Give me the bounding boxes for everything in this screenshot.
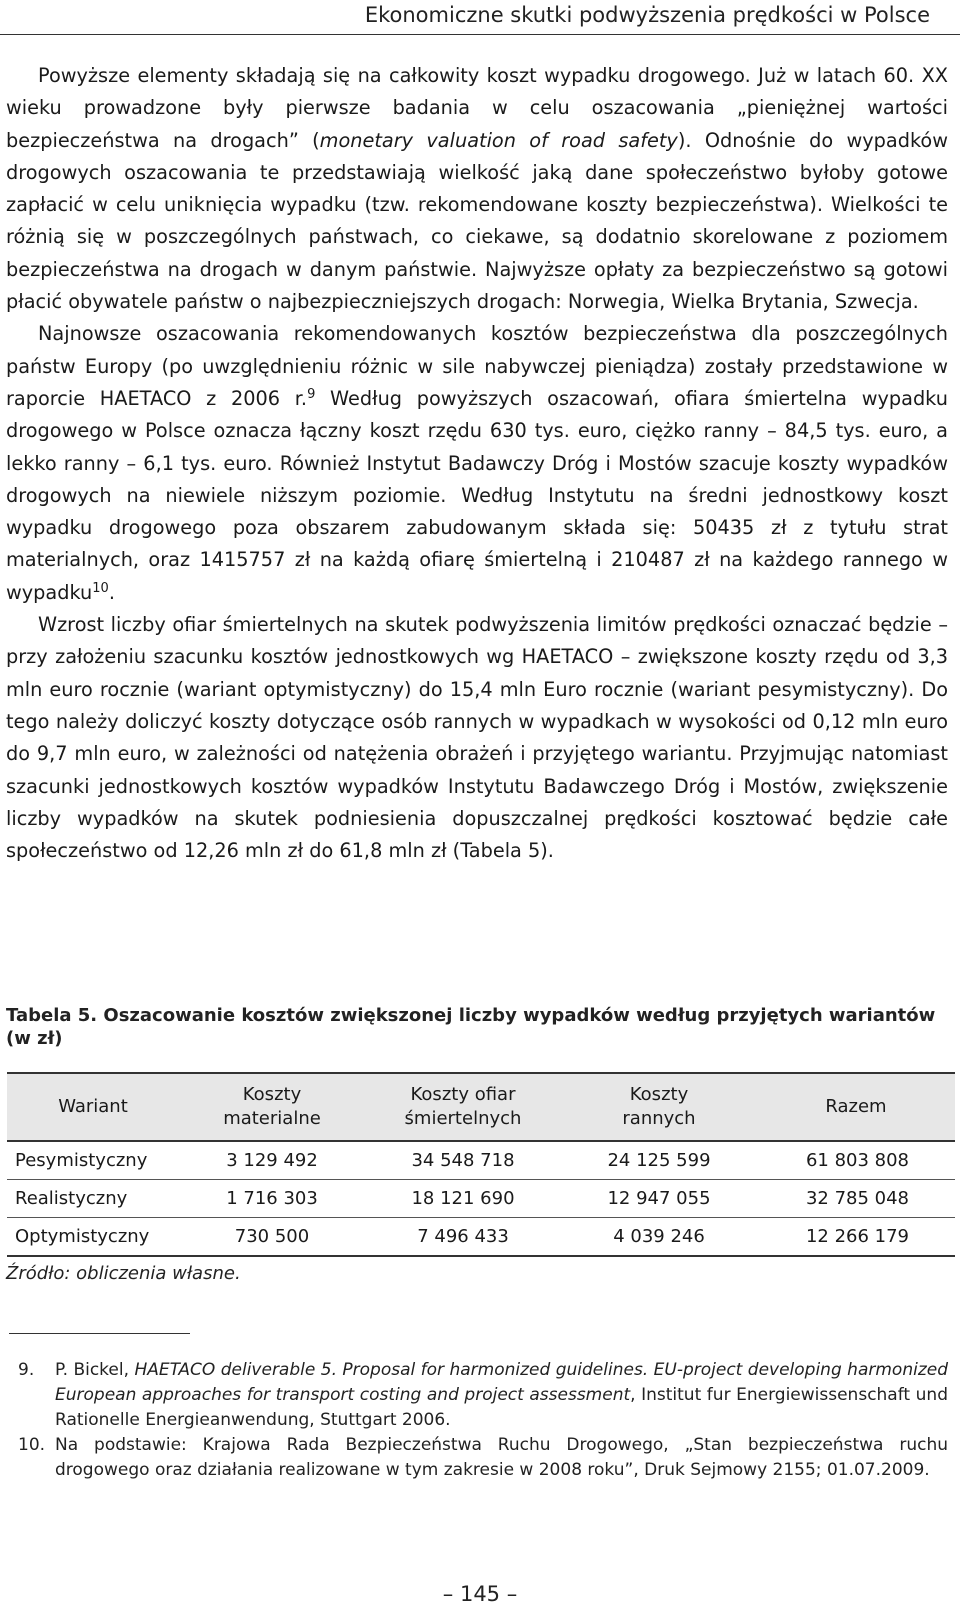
paragraph-2-text-b: Według powyższych oszacowań, ofiara śmiertelna wypadku drogowego w Polsce oznacza łączny koszt rzędu 630 tys. euro, ciężko ranny – 84,5 tys. euro, a lekko ranny – 6,1 tys. euro. Również Instytut Badawczy Dróg i Mostów szacuje koszty wypadków drogowych na niewiele niższym poziomie. Według Instytutu na średni jednostkowy koszt wypadku drogowego poza obszarem zabudowanym składa się: 50435 zł z tytułu strat materialnych, oraz 1415757 zł na każdą ofiarę śmiertelną i 210487 zł na każdego rannego w wypadku (6, 386, 948, 604)
cost-table (7, 1072, 955, 1257)
table-cell-materialne: 3 129 492 (179, 1141, 365, 1180)
footnote-ref-9[interactable]: 9 (307, 386, 316, 402)
footnote-9-publisher: , Institut fur Energiewissenschaft und Rationelle Energieanwendung, Stuttgart 2006. (55, 1385, 948, 1430)
footnote-text: Na podstawie: Krajowa Rada Bezpieczeństwa Ruchu Drogowego, „Stan bezpieczeństwa ruchu drogowego oraz działania realizowane w tym zakresie w 2008 roku”, Druk Sejmowy 2155; 01.07.2009. (55, 1435, 948, 1480)
table-cell-razem: 61 803 808 (757, 1141, 955, 1180)
table-cell-wariant: Realistyczny (7, 1180, 179, 1218)
footnote-text (55, 1358, 948, 1433)
footnotes (18, 1358, 948, 1483)
table-cell-smiertelne: 18 121 690 (365, 1180, 561, 1218)
table-cell-ranni: 24 125 599 (561, 1141, 757, 1180)
table-caption: Tabela 5. Oszacowanie kosztów zwiększonej liczby wypadków według przyjętych wariantów (w zł) (6, 1005, 936, 1049)
table-cell-wariant: Optymistyczny (7, 1218, 179, 1257)
footnote-10 (18, 1433, 948, 1483)
body-text (6, 60, 948, 867)
header-rule (0, 34, 960, 35)
header-koszty-ofiar-l2: śmiertelnych (404, 1108, 522, 1129)
header-koszty-materialne-l2: materialne (223, 1108, 321, 1129)
table-cell-smiertelne: 7 496 433 (365, 1218, 561, 1257)
table-cell-smiertelne: 34 548 718 (365, 1141, 561, 1180)
table-cell-razem: 12 266 179 (757, 1218, 955, 1257)
footnote-number: 10. (18, 1435, 46, 1455)
header-koszty-materialne-l1: Koszty (242, 1084, 302, 1105)
footnote-number: 9. (18, 1360, 35, 1380)
header-koszty-rannych-l2: rannych (622, 1108, 696, 1129)
footnote-9 (18, 1358, 948, 1433)
table-source-note: Źródło: obliczenia własne. (6, 1263, 241, 1284)
table-cell-materialne: 730 500 (179, 1218, 365, 1257)
header-koszty-rannych (561, 1073, 757, 1141)
footnote-9-author: P. Bickel, (55, 1360, 135, 1380)
running-header: Ekonomiczne skutki podwyższenia prędkości w Polsce (364, 3, 930, 27)
header-razem: Razem (757, 1073, 955, 1141)
paragraph-3: Wzrost liczby ofiar śmiertelnych na skutek podwyższenia limitów prędkości oznaczać będzie – przy założeniu szacunku kosztów jednostkowych wg HAETACO – zwiększone koszty rzędu od 3,3 mln euro rocznie (wariant optymistyczny) do 15,4 mln Euro rocznie (wariant pesymistyczny). Do tego należy doliczyć koszty dotyczące osób rannych w wypadkach w wysokości od 0,12 mln euro do 9,7 mln euro, w zależności od natężenia obrażeń i przyjętego wariantu. Przyjmując natomiast szacunki jednostkowych kosztów wypadków Instytutu Badawczego Dróg i Mostów, zwiększenie liczby wypadków na skutek podniesienia dopuszczalnej prędkości kosztować będzie całe społeczeństwo od 12,26 mln zł do 61,8 mln zł (Tabela 5). (6, 613, 948, 863)
paragraph-1 (6, 60, 948, 318)
header-koszty-rannych-l1: Koszty (629, 1084, 689, 1105)
table-cell-razem: 32 785 048 (757, 1180, 955, 1218)
paragraph-1-text-a: Powyższe elementy składają się na całkowity koszt wypadku drogowego. Już w latach 60. XX wieku prowadzone były pierwsze badania w celu oszacowania „pieniężnej wartości bezpieczeństwa na drogach” ( (6, 64, 948, 152)
footnote-rule (9, 1333, 190, 1334)
page-number: – 145 – (442, 1582, 518, 1606)
table-row (7, 1180, 955, 1218)
header-koszty-ofiar (365, 1073, 561, 1141)
footnote-9-title: HAETACO deliverable 5. Proposal for harmonized guidelines. EU-project developing harmonized European approaches for transport costing and project assessment (55, 1360, 948, 1405)
table-cell-wariant: Pesymistyczny (7, 1141, 179, 1180)
header-koszty-ofiar-l1: Koszty ofiar (410, 1084, 516, 1105)
table-cell-ranni: 4 039 246 (561, 1218, 757, 1257)
table-header-row (7, 1073, 955, 1141)
paragraph-1-italic: monetary valuation of road safety (319, 128, 678, 152)
table-row (7, 1141, 955, 1180)
header-koszty-materialne (179, 1073, 365, 1141)
table-cell-ranni: 12 947 055 (561, 1180, 757, 1218)
paragraph-1-text-b: ). Odnośnie do wypadków drogowych oszacowania te przedstawiają wielkość jaką dane społeczeństwo byłoby gotowe zapłacić w celu uniknięcia wypadku (tzw. rekomendowane koszty bezpieczeństwa). Wielkości te różnią się w poszczególnych państwach, co ciekawe, są dodatnio skorelowane z poziomem bezpieczeństwa na drogach w danym państwie. Najwyższe opłaty za bezpieczeństwo są gotowi płacić obywatele państw o najbezpieczniejszych drogach: Norwegia, Wielka Brytania, Szwecja. (6, 128, 948, 314)
paragraph-2 (6, 318, 948, 609)
paragraph-2-text-a: Najnowsze oszacowania rekomendowanych kosztów bezpieczeństwa dla poszczególnych państw Europy (po uwzględnieniu różnic w sile nabywczej pieniądza) zostały przedstawione w raporcie HAETACO z 2006 r. (6, 322, 948, 410)
paragraph-2-text-c: . (108, 580, 115, 604)
header-wariant: Wariant (7, 1073, 179, 1141)
table-cell-materialne: 1 716 303 (179, 1180, 365, 1218)
footnote-ref-10[interactable]: 10 (92, 580, 109, 596)
table-row (7, 1218, 955, 1257)
